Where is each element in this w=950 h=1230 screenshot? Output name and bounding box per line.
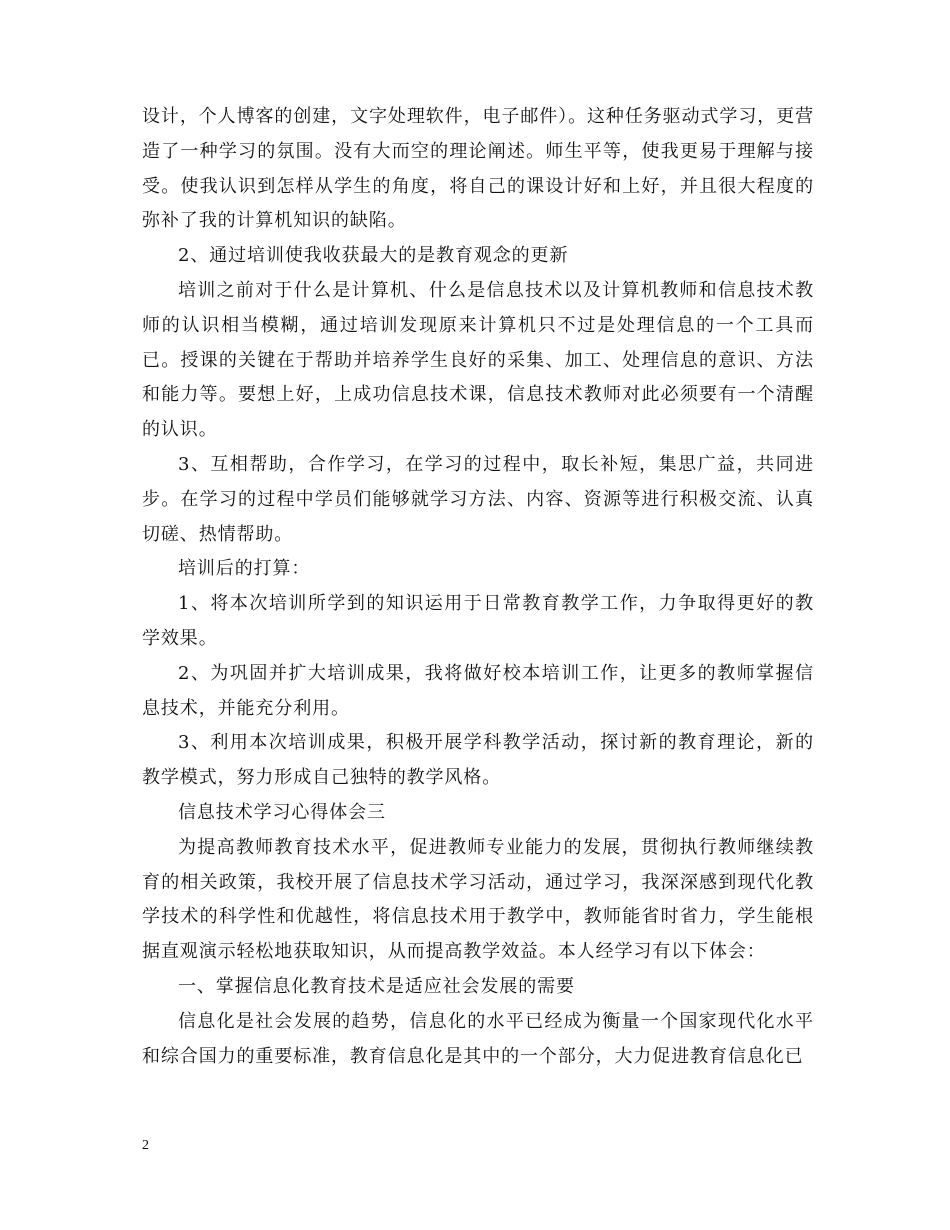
paragraph-plans-heading: 培训后的打算： [178,558,311,580]
subsection-heading-1: 一、掌握信息化教育技术是适应社会发展的需要 [178,975,575,997]
paragraph-plan-2: 2、为巩固并扩大培训成果，我将做好校本培训工作，让更多的教师掌握信息技术，并能充分利用。 [142,662,814,719]
page-number: 2 [142,1138,149,1153]
paragraph-point-3: 3、互相帮助，合作学习，在学习的过程中，取长补短，集思广益，共同进步。在学习的过程中学员们能够就学习方法、内容、资源等进行积极交流、认真切磋、热情帮助。 [142,453,814,545]
paragraph-subsection-1-body: 信息化是社会发展的趋势，信息化的水平已经成为衡量一个国家现代化水平和综合国力的重要标准，教育信息化是其中的一个部分，大力促进教育信息化已 [142,1010,814,1067]
paragraph-plan-1: 1、将本次培训所学到的知识运用于日常教育教学工作，力争取得更好的教学效果。 [142,593,814,649]
document-body [142,100,814,1074]
section-title: 信息技术学习心得体会三 [178,801,386,823]
paragraph-point-2-body: 培训之前对于什么是计算机、什么是信息技术以及计算机教师和信息技术教师的认识相当模糊，通过培训发现原来计算机只不过是处理信息的一个工具而已。授课的关键在于帮助并培养学生良好的采集、加工、处理信息的意识、方法和能力等。要想上好，上成功信息技术课，信息技术教师对此必须要有一个清醒的认识。 [142,279,814,441]
paragraph-plan-3: 3、利用本次培训成果，积极开展学科教学活动，探讨新的教育理论，新的教学模式，努力形成自己独特的教学风格。 [142,732,814,789]
paragraph-continuation: 设计，个人博客的创建，文字处理软件，电子邮件）。这种任务驱动式学习，更营造了一种学习的氛围。没有大而空的理论阐述。师生平等，使我更易于理解与接受。使我认识到怎样从学生的角度，将自己的课设计好和上好，并且很大程度的弥补了我的计算机知识的缺陷。 [142,106,814,232]
paragraph-intro: 为提高教师教育技术水平，促进教师专业能力的发展，贯彻执行教师继续教育的相关政策，我校开展了信息技术学习活动，通过学习，我深深感到现代化教学技术的科学性和优越性，将信息技术用于教学中，教师能省时省力，学生能根据直观演示轻松地获取知识，从而提高教学效益。本人经学习有以下体会： [142,836,814,963]
paragraph-point-2-heading: 2、通过培训使我收获最大的是教育观念的更新 [178,245,569,267]
